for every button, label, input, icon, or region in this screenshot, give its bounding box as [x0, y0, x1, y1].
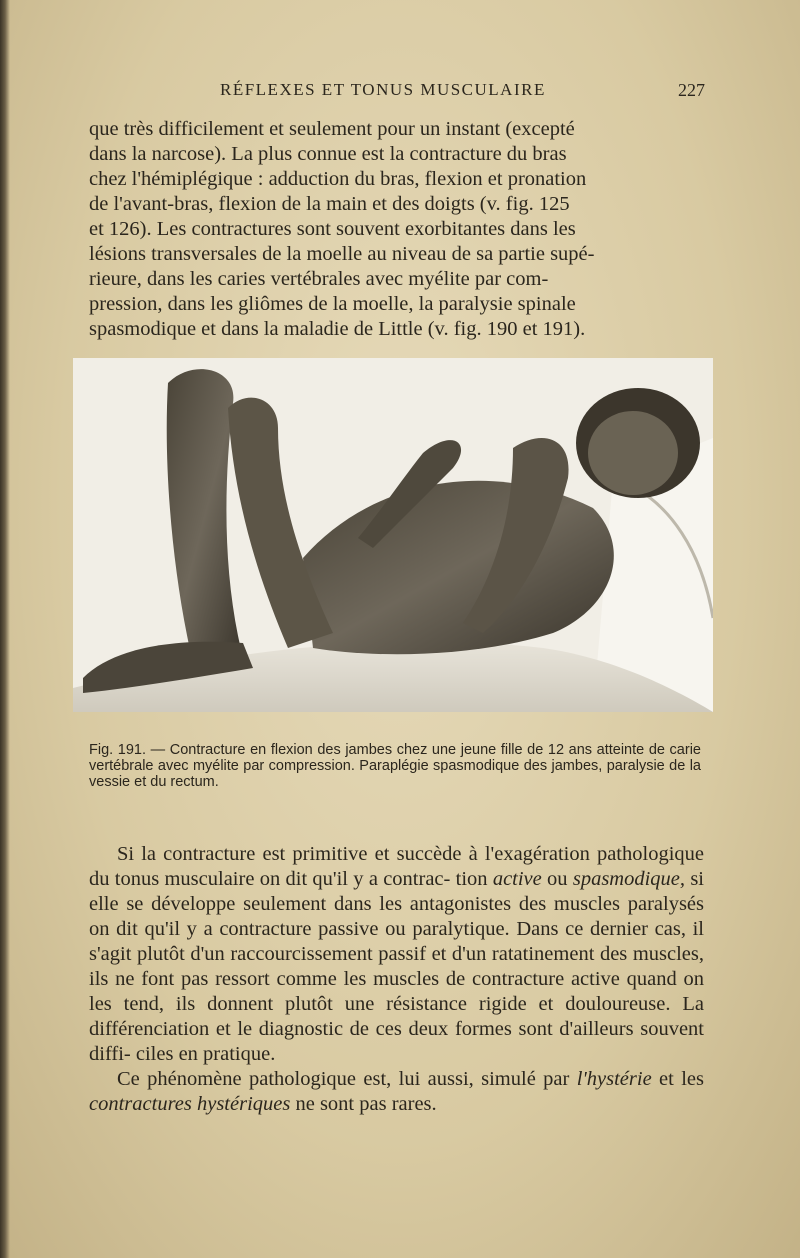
italic-term: l'hystérie — [576, 1068, 652, 1090]
text-run: ne sont pas rares. — [290, 1093, 437, 1115]
page-number: 227 — [678, 80, 705, 100]
text-line: spasmodique et dans la maladie de Little (v. fig. 190 et 191). — [89, 318, 586, 340]
paragraph-2 — [89, 842, 704, 1117]
text-line: dans la narcose). La plus connue est la contracture du bras — [89, 143, 567, 165]
figure-photograph — [73, 358, 713, 712]
text-line: pression, dans les gliômes de la moelle, la paralysie spinale — [89, 293, 576, 315]
text-line: rieure, dans les caries vertébrales avec myélite par com- — [89, 268, 549, 290]
text-line: que très difficilement et seulement pour un instant (excepté — [89, 118, 575, 140]
italic-term: active — [492, 868, 542, 890]
text-run: Ce phénomène pathologique est, lui aussi, simulé par — [117, 1068, 577, 1090]
paragraph-1 — [89, 117, 704, 342]
text-run: Si la contracture est primitive et succède à l'exagération pathologique du tonus musculaire on dit qu'il y a contrac- tion — [89, 843, 704, 890]
italic-term: contractures hystériques — [89, 1093, 291, 1115]
text-line: chez l'hémiplégique : adduction du bras, flexion et pronation — [89, 168, 587, 190]
caption-text: Fig. 191. — Contracture en flexion des jambes chez une jeune fille de 12 ans atteinte de carie vertébrale avec myélite par compression. Paraplégie spasmodique des jambes, paralysie de la vessie et du rectum. — [89, 742, 701, 790]
text-line: de l'avant-bras, flexion de la main et des doigts (v. fig. 125 — [89, 193, 570, 215]
text-line: lésions transversales de la moelle au niveau de sa partie supé- — [89, 243, 595, 265]
paragraph-3 — [89, 1067, 704, 1117]
text-run: ou — [541, 868, 573, 890]
text-run: si elle se développe seulement dans les antagonistes des muscles paralysés on dit qu'il y a contracture passive ou paralytique. Dans ce dernier cas, il s'agit plutôt d'un raccourcissement passif et d'un ratatinement des muscles, ils ne font pas ressort comme les muscles de contracture active quand on les tend, ils donnent plutôt une résistance rigide et douloureuse. La différenciation et le diagnostic de ces deux formes sont d'ailleurs souvent diffi- ciles en pratique. — [89, 868, 704, 1065]
text-run: et les — [651, 1068, 704, 1090]
patient-photo — [73, 358, 713, 712]
text-line: et 126). Les contractures sont souvent exorbitantes dans les — [89, 218, 576, 240]
page-header — [90, 80, 705, 110]
figure-caption — [89, 742, 701, 790]
running-head: RÉFLEXES ET TONUS MUSCULAIRE — [220, 80, 546, 99]
italic-term: spasmodique, — [572, 868, 686, 890]
paragraph-text — [89, 842, 704, 1067]
page-edge-shadow — [0, 0, 10, 1258]
